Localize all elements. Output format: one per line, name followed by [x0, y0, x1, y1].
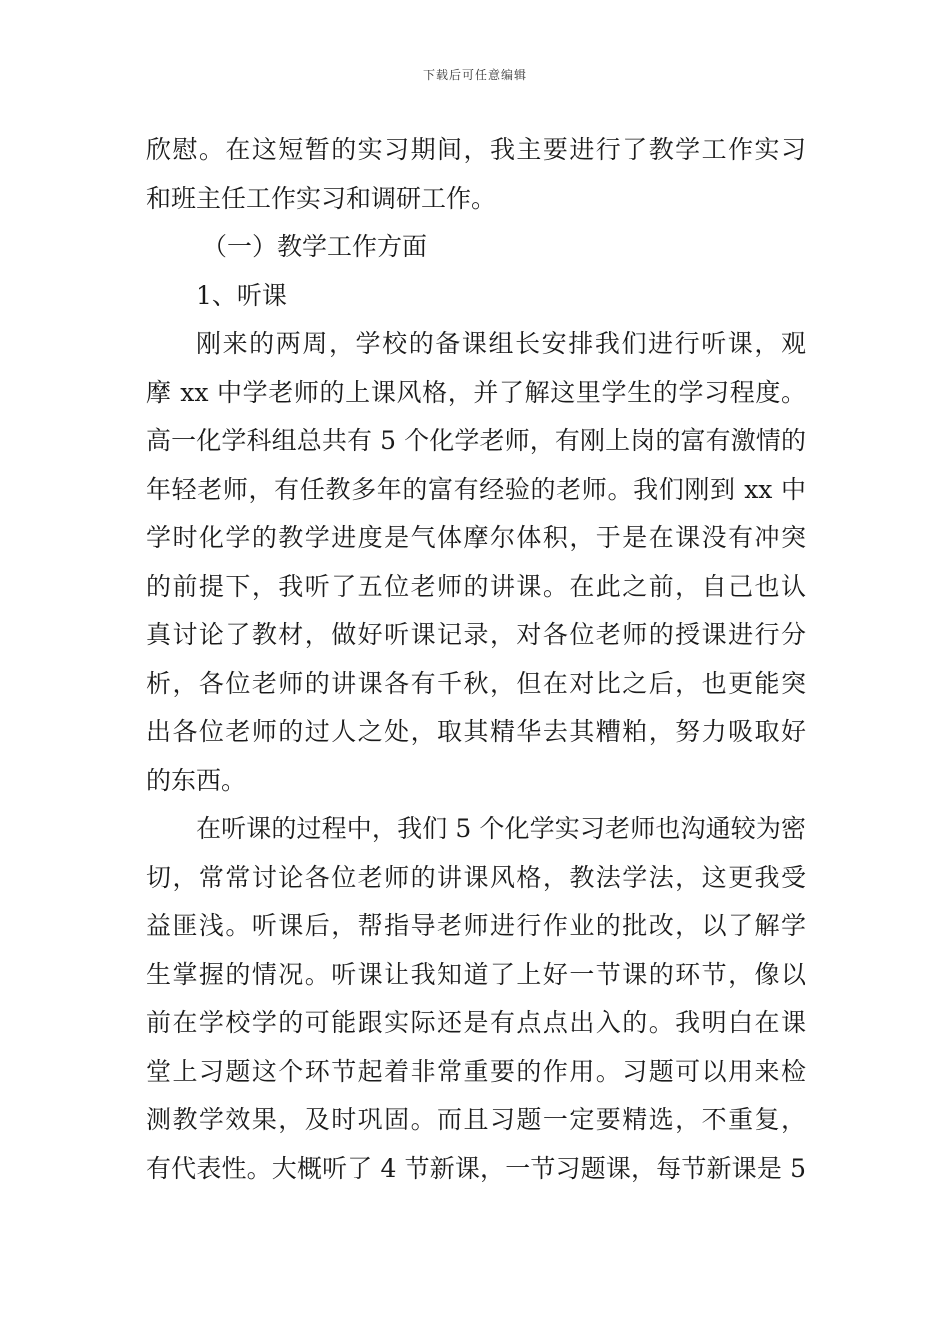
- text-line: 年轻老师，有任教多年的富有经验的老师。我们刚到 xx 中: [146, 474, 806, 504]
- text-line: 的东西。: [146, 765, 247, 795]
- text-line: 堂上习题这个环节起着非常重要的作用。习题可以用来检: [146, 1056, 806, 1086]
- text-line: 析，各位老师的讲课各有千秋，但在对比之后，也更能突: [146, 668, 806, 698]
- section-heading: （一）教学工作方面: [202, 232, 428, 261]
- text-line: 真讨论了教材，做好听课记录，对各位老师的授课进行分: [146, 620, 806, 649]
- text-line: 刚来的两周，学校的备课组长安排我们进行听课，观: [196, 329, 806, 358]
- subsection-heading: 1、听课: [196, 280, 287, 310]
- text-line: 生掌握的情况。听课让我知道了上好一节课的环节，像以: [146, 959, 806, 989]
- text-line: 的前提下，我听了五位老师的讲课。在此之前，自己也认: [146, 571, 806, 601]
- text-line: 摩 xx 中学老师的上课风格，并了解这里学生的学习程度。: [146, 377, 806, 407]
- text-line: 高一化学科组总共有 5 个化学老师，有刚上岗的富有激情的: [146, 426, 806, 455]
- text-line: 欣慰。在这短暂的实习期间，我主要进行了教学工作实习: [146, 135, 806, 164]
- page-header: 下载后可任意编辑: [422, 68, 527, 82]
- text-line: 和班主任工作实习和调研工作。: [146, 183, 497, 213]
- text-line: 测教学效果，及时巩固。而且习题一定要精选，不重复，: [146, 1105, 806, 1134]
- document-body: [146, 126, 806, 1193]
- text-line: 在听课的过程中，我们 5 个化学实习老师也沟通较为密: [196, 814, 806, 843]
- text-line: 出各位老师的过人之处，取其精华去其糟粕，努力吸取好: [146, 717, 806, 746]
- text-line: 益匪浅。听课后，帮指导老师进行作业的批改，以了解学: [146, 911, 806, 940]
- text-line: 前在学校学的可能跟实际还是有点点出入的。我明白在课: [146, 1008, 806, 1037]
- text-line: 切，常常讨论各位老师的讲课风格，教法学法，这更我受: [146, 862, 806, 892]
- text-line: 有代表性。大概听了 4 节新课，一节习题课，每节新课是 5: [146, 1153, 806, 1183]
- text-line: 学时化学的教学进度是气体摩尔体积，于是在课没有冲突: [146, 523, 806, 552]
